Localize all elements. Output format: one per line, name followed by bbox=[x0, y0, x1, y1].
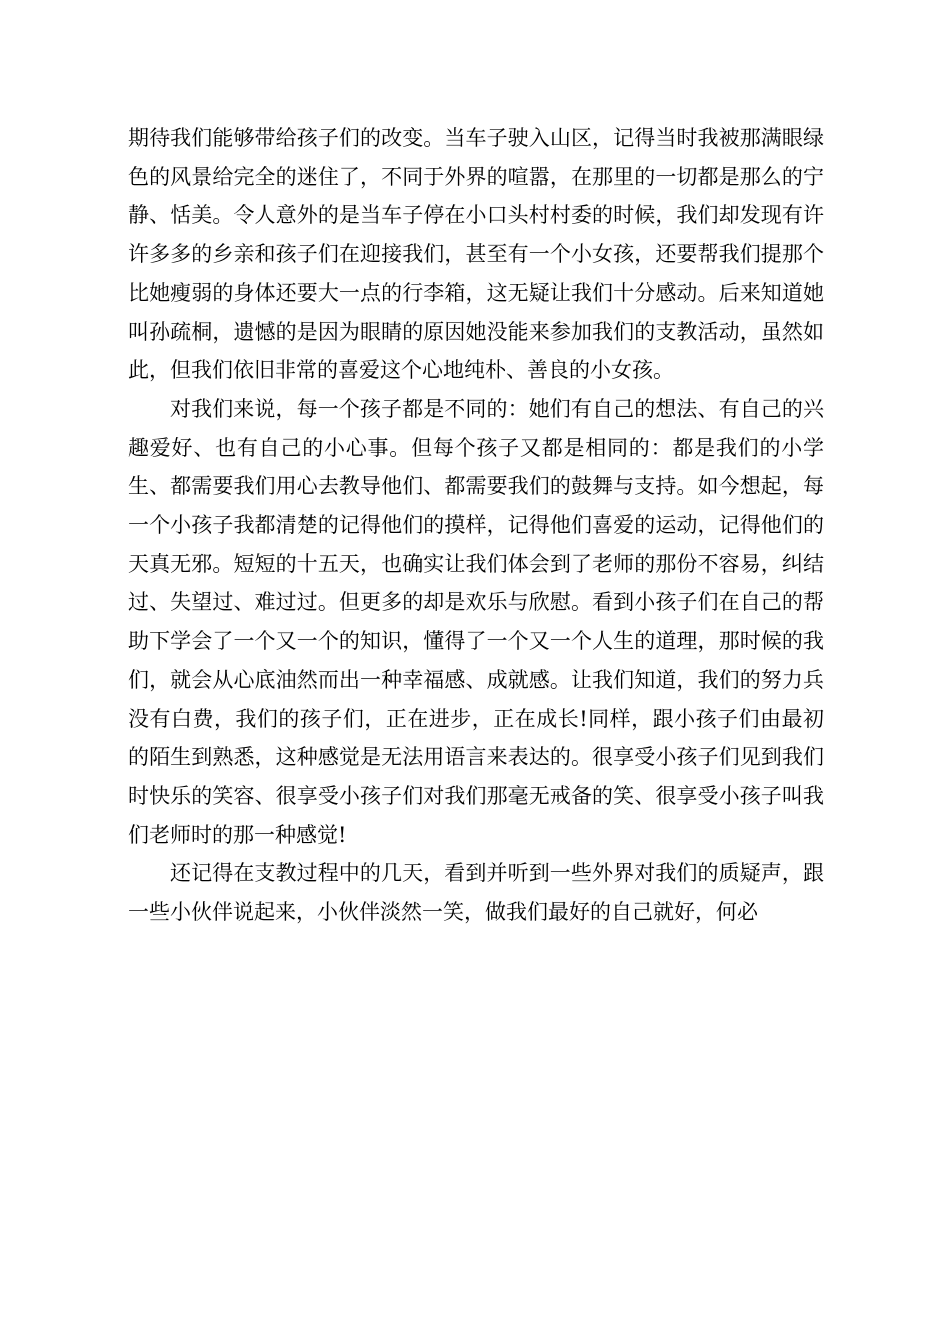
document-page bbox=[128, 119, 824, 932]
paragraph-children: 对我们来说，每一个孩子都是不同的：她们有自己的想法、有自己的兴趣爱好、也有自己的小心事。但每个孩子又都是相同的：都是我们的小学生、都需要我们用心去教导他们、都需要我们的鼓舞与支持。如今想起，每一个小孩子我都清楚的记得他们的摸样，记得他们喜爱的运动，记得他们的天真无邪。短短的十五天，也确实让我们体会到了老师的那份不容易，纠结过、失望过、难过过。但更多的却是欢乐与欣慰。看到小孩子们在自己的帮助下学会了一个又一个的知识，懂得了一个又一个人生的道理，那时候的我们，就会从心底油然而出一种幸福感、成就感。让我们知道，我们的努力兵没有白费，我们的孩子们，正在进步，正在成长!同样，跟小孩子们由最初的陌生到熟悉，这种感觉是无法用语言来表达的。很享受小孩子们见到我们时快乐的笑容、很享受小孩子们对我们那毫无戒备的笑、很享受小孩子叫我们老师时的那一种感觉! bbox=[128, 396, 824, 847]
paragraph-doubts: 还记得在支教过程中的几天，看到并听到一些外界对我们的质疑声，跟一些小伙伴说起来，小伙伴淡然一笑，做我们最好的自己就好，何必 bbox=[128, 861, 824, 925]
paragraph-arrival: 期待我们能够带给孩子们的改变。当车子驶入山区，记得当时我被那满眼绿色的风景给完全的迷住了，不同于外界的喧嚣，在那里的一切都是那么的宁静、恬美。令人意外的是当车子停在小口头村村委的时候，我们却发现有许许多多的乡亲和孩子们在迎接我们，甚至有一个小女孩，还要帮我们提那个比她瘦弱的身体还要大一点的行李箱，这无疑让我们十分感动。后来知道她叫孙疏桐，遗憾的是因为眼睛的原因她没能来参加我们的支教活动，虽然如此，但我们依旧非常的喜爱这个心地纯朴、善良的小女孩。 bbox=[128, 126, 824, 383]
